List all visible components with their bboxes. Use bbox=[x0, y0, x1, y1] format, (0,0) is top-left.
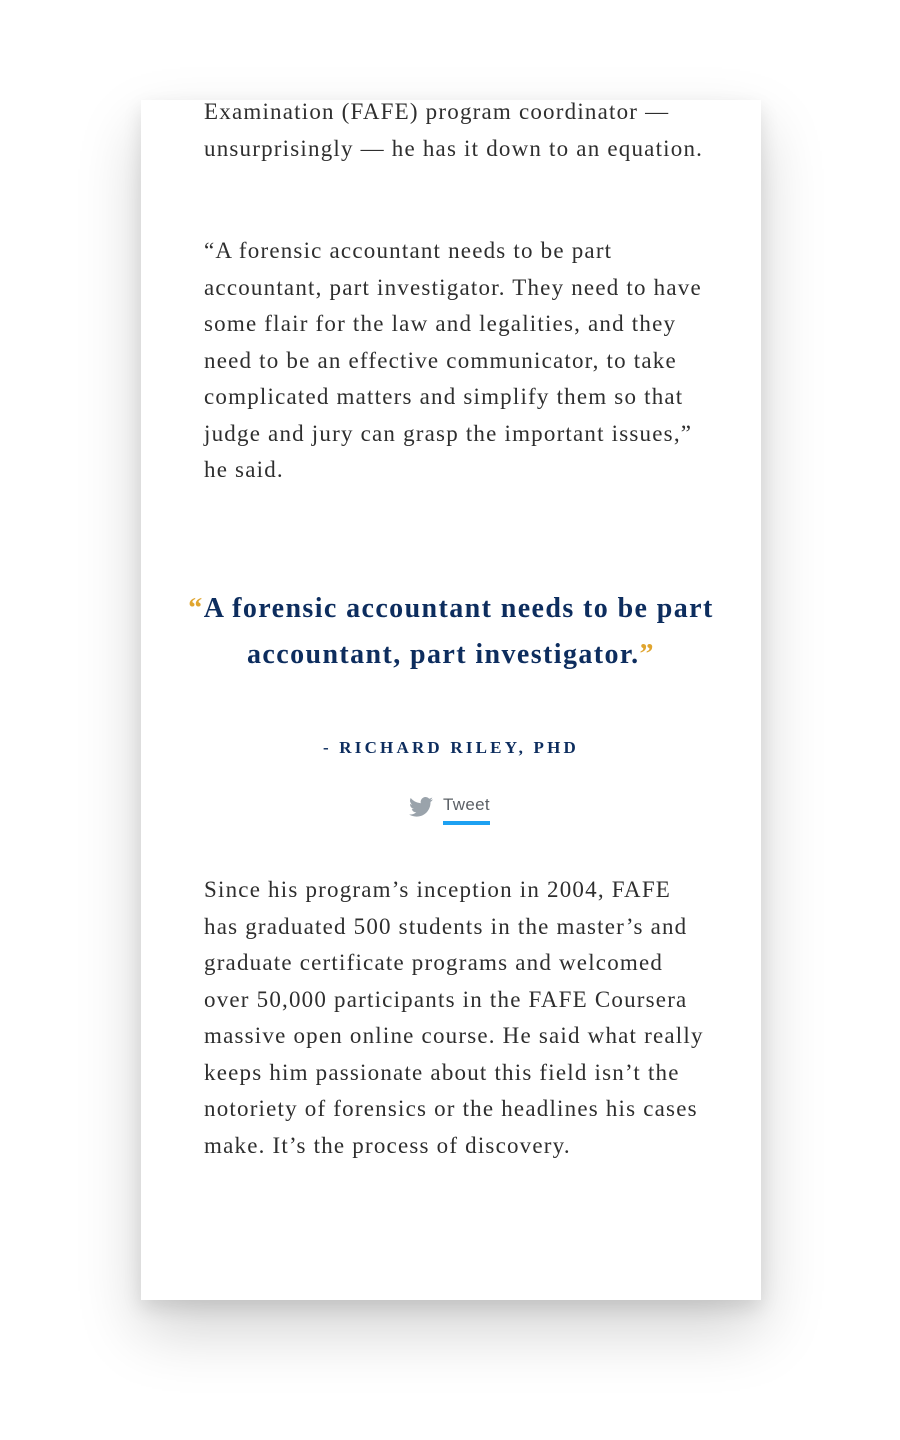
pull-quote-attribution: - RICHARD RILEY, PHD bbox=[322, 738, 580, 757]
tweet-label: Tweet bbox=[443, 794, 490, 825]
twitter-bird-icon bbox=[409, 797, 433, 817]
article-paragraph-intro: Examination (FAFE) program coordinator — unsurprisingly — he has it down to an equation. bbox=[204, 100, 704, 161]
pull-quote bbox=[181, 586, 721, 678]
open-quote-mark: “ bbox=[188, 593, 204, 624]
article-paragraph-closing: Since his program’s inception in 2004, FAFE has graduated 500 students in the master’s and graduate certificate programs and welcomed over 50,000 participants in the FAFE Coursera massive open online course. He said what really keeps him passionate about this field isn’t the notoriety of forensics or the headlines his cases make. It’s the process of discovery. bbox=[204, 877, 704, 1158]
article-card bbox=[141, 100, 761, 1300]
tweet-button[interactable] bbox=[409, 794, 490, 828]
close-quote-mark: ” bbox=[639, 639, 655, 670]
pull-quote-text: A forensic accountant needs to be part accountant, part investigator. bbox=[203, 593, 714, 670]
article-paragraph-quote: “A forensic accountant needs to be part accountant, part investigator. They need to have some flair for the law and legalities, and they need to be an effective communicator, to take complicated matters and simplify them so that judge and jury can grasp the important issues,” he said. bbox=[204, 238, 702, 482]
